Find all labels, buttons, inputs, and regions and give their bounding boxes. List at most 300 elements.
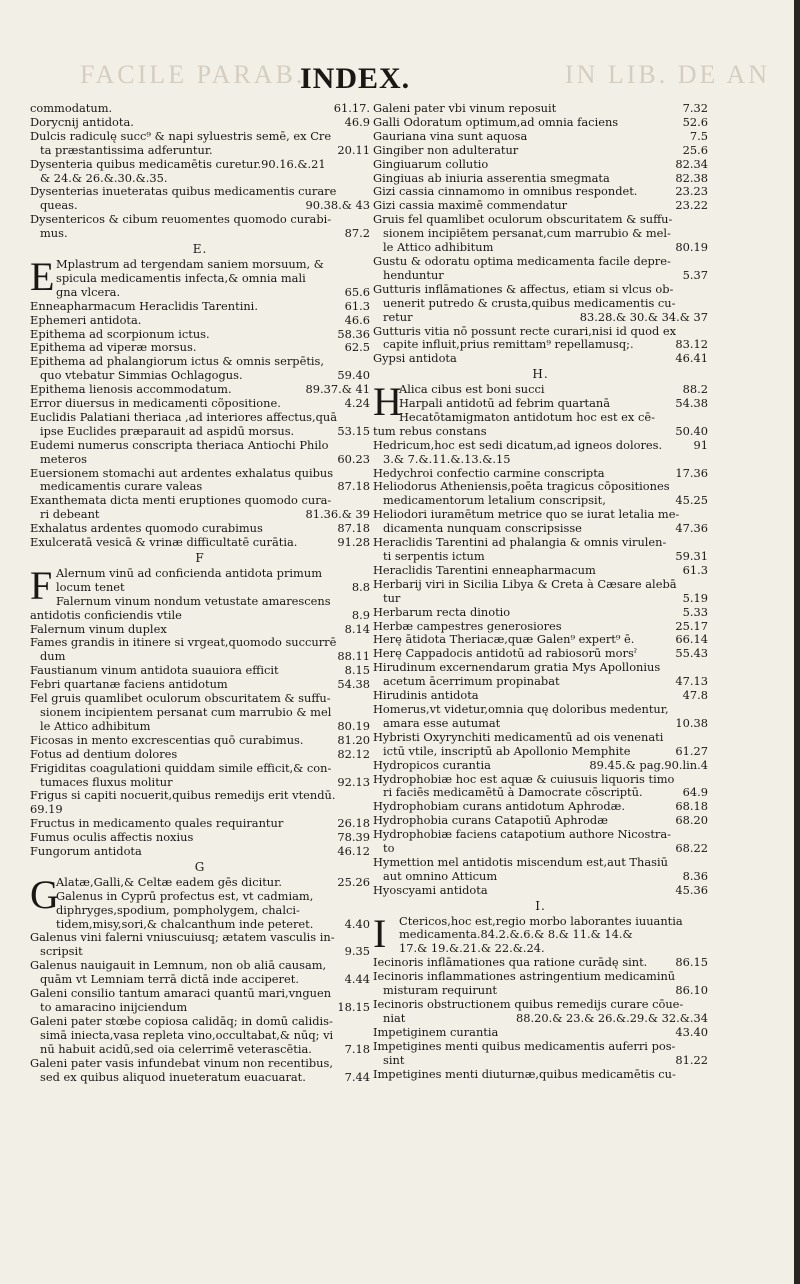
entry-text: Febri quartanæ faciens antidotum: [30, 677, 228, 692]
index-entry: [373, 717, 708, 731]
entry-text: Alatæ,Galli,& Celtæ eadem gēs dicitur.: [56, 874, 282, 889]
entry-reference: 68.18: [675, 799, 708, 814]
entry-reference: 4.40: [344, 916, 370, 931]
entry-reference: 52.6: [682, 114, 708, 129]
index-entry: [30, 1057, 370, 1071]
section-letter: F: [195, 551, 205, 565]
index-entry: [373, 325, 708, 339]
index-entry: [30, 227, 370, 241]
entry-text: sint: [383, 1052, 405, 1067]
index-entry: [373, 283, 708, 297]
entry-text: uenerit putredo & crusta,quibus medicamentis cu-: [383, 295, 676, 310]
entry-reference: 91.28: [337, 535, 370, 550]
index-entry: [30, 706, 370, 720]
entry-reference: 82.12: [337, 746, 370, 761]
entry-text: Galeni consilio tantum amaraci quantū mari,vnguen: [30, 986, 332, 1001]
entry-reference: 8.8: [351, 579, 370, 594]
entry-reference: 7.18: [344, 1041, 370, 1056]
index-entry: [373, 213, 708, 227]
index-entry: [30, 383, 370, 397]
entry-text: Falernum vinum duplex: [30, 621, 167, 636]
index-entry: [30, 803, 370, 817]
entry-text: Hydropicos curantia: [373, 757, 491, 772]
entry-text: 17.& 19.&.21.& 22.&.24.: [399, 941, 545, 956]
index-entry: [373, 453, 708, 467]
entry-reference: 26.18: [337, 816, 370, 831]
entry-text: ta præstantissima adferuntur.: [40, 142, 213, 157]
entry-reference: 4.44: [344, 972, 370, 987]
index-entry: [30, 453, 370, 467]
index-entry: [373, 745, 708, 759]
entry-reference: 53.15: [337, 423, 370, 438]
entry-text: Gizi cassia maximē commendatur: [373, 198, 568, 213]
entry-text: Galeni pater stœbe copiosa calidāq; in domū calidis-: [30, 1013, 333, 1028]
index-entry: [30, 831, 370, 845]
entry-reference: 46.41: [675, 351, 708, 366]
entry-reference: 86.15: [675, 955, 708, 970]
entry-reference: 47.8: [682, 688, 708, 703]
index-entry: [373, 1068, 708, 1082]
index-entry: [373, 158, 708, 172]
section-letter: I.: [535, 898, 546, 913]
index-entry: [30, 480, 370, 494]
entry-text: Hybristi Oxyrynchiti medicamentū ad ois venenati: [373, 729, 664, 744]
entry-text: le Attico adhibitum: [40, 718, 151, 733]
index-entry: [373, 998, 708, 1012]
index-entry: [373, 689, 708, 703]
entry-reference: 87.2: [344, 226, 370, 241]
index-entry: [373, 1054, 708, 1068]
entry-reference: 83.28.& 30.& 34.& 37: [579, 309, 708, 324]
entry-text: ri faciēs medicamētū à Damocrate cōscriptū.: [383, 785, 643, 800]
entry-reference: 61.27: [675, 743, 708, 758]
entry-text: Fructus in medicamento quales requirantur: [30, 816, 284, 831]
index-entry: [373, 411, 708, 425]
entry-text: Epithema lienosis accommodatum.: [30, 382, 232, 397]
entry-text: Faustianum vinum antidota suauiora efficit: [30, 663, 279, 678]
entry-reference: 81.22: [675, 1052, 708, 1067]
entry-reference: 88.2: [682, 382, 708, 397]
entry-text: medicamenta.84.2.&.6.& 8.& 11.& 14.&: [399, 927, 633, 942]
index-entry: [373, 564, 708, 578]
entry-reference: 89.37.& 41: [305, 382, 370, 397]
entry-text: retur: [383, 309, 413, 324]
index-entry: [373, 856, 708, 870]
section-letter: H.: [532, 367, 549, 382]
index-entry: [30, 328, 370, 342]
entry-text: Galenus vini falerni vniuscuiusq; ætatem vasculis in-: [30, 930, 335, 945]
index-entry: [373, 703, 708, 717]
index-entry: [30, 341, 370, 355]
entry-text: Frigus si capiti nocuerit,quibus remedijs erit vtendū.: [30, 788, 336, 803]
drop-capital: I: [373, 910, 387, 956]
index-entry: [373, 536, 708, 550]
index-entry: [373, 480, 708, 494]
entry-text: Gizi cassia cinnamomo in omnibus respondet.: [373, 184, 638, 199]
index-entry: [30, 494, 370, 508]
index-entry: [373, 494, 708, 508]
entry-reference: 68.22: [675, 841, 708, 856]
entry-reference: 25.26: [337, 874, 370, 889]
index-entry: [30, 973, 370, 987]
entry-text: Impetiginem curantia: [373, 1024, 499, 1039]
entry-text: Hydrophobiæ faciens catapotium authore Nicostra-: [373, 827, 672, 842]
entry-text: Hedricum,hoc est sedi dicatum,ad igneos dolores.: [373, 437, 663, 452]
index-entry: [30, 945, 370, 959]
right-index-column: [373, 102, 708, 1081]
index-entry: [373, 439, 708, 453]
entry-text: sionem incipiētem persanat,cum marrubio & mel-: [383, 226, 671, 241]
index-entry: [30, 650, 370, 664]
index-entry: [373, 984, 708, 998]
index-entry: [373, 814, 708, 828]
entry-reference: 92.13: [337, 774, 370, 789]
entry-text: simā iniecta,vasa repleta vino,occultabat,& nūq; vi: [40, 1027, 334, 1042]
index-entry: [30, 1029, 370, 1043]
index-entry: [373, 884, 708, 898]
entry-reference: 54.38: [675, 396, 708, 411]
index-entry: [373, 467, 708, 481]
index-entry: [373, 1012, 708, 1026]
entry-text: Fungorum antidota: [30, 844, 142, 859]
entry-text: Epithema ad scorpionum ictus.: [30, 326, 210, 341]
index-entry: [30, 636, 370, 650]
entry-text: ictū vtile, inscriptū ab Apollonio Memphite: [383, 743, 631, 758]
entry-text: meteros: [40, 451, 88, 466]
index-entry: [373, 269, 708, 283]
entry-text: ipse Euclides præparauit ad aspidū morsus.: [40, 423, 295, 438]
index-entry: [30, 508, 370, 522]
index-entry: [373, 592, 708, 606]
index-entry: [30, 369, 370, 383]
entry-text: gna vlcera.: [56, 284, 121, 299]
index-entry: [30, 272, 370, 286]
index-entry: [30, 609, 370, 623]
entry-reference: 88.20.& 23.& 26.&.29.& 32.&.34: [516, 1010, 708, 1025]
entry-text: tum rebus constans: [373, 423, 487, 438]
index-entry: [30, 581, 370, 595]
index-entry: [30, 199, 370, 213]
index-entry: [373, 606, 708, 620]
index-entry: [30, 213, 370, 227]
entry-reference: 20.11: [337, 142, 370, 157]
index-entry: [30, 623, 370, 637]
entry-reference: 86.10: [675, 983, 708, 998]
index-entry: [373, 1040, 708, 1054]
entry-reference: 23.22: [675, 198, 708, 213]
entry-text: le Attico adhibitum: [383, 240, 494, 255]
entry-reference: 61.3: [344, 298, 370, 313]
entry-reference: 4.24: [344, 396, 370, 411]
entry-reference: 8.9: [351, 607, 370, 622]
entry-reference: 61.17.: [333, 101, 370, 115]
index-entry: [30, 959, 370, 973]
entry-text: Gypsi antidota: [373, 351, 457, 366]
index-entry: [373, 172, 708, 186]
entry-text: Iecinoris inflammationes astringentium medicaminū: [373, 969, 676, 984]
entry-text: Heliodorus Atheniensis,poēta tragicus cōpositiones: [373, 479, 670, 494]
index-entry: [373, 970, 708, 984]
entry-text: Hydrophobiæ hoc est aquæ & cuiusuis liquoris timo: [373, 771, 675, 786]
entry-text: Herę ātidota Theriacæ,quæ Galen⁹ expert⁹ ē.: [373, 632, 635, 647]
entry-text: Impetigines menti diuturnæ,quibus medicamētis cu-: [373, 1066, 676, 1081]
index-entry: [30, 890, 370, 904]
index-entry: [373, 578, 708, 592]
entry-reference: 23.23: [675, 184, 708, 199]
entry-text: Gingiuas ab iniuria asserentia smegmata: [373, 170, 610, 185]
index-entry: [373, 633, 708, 647]
index-entry: [373, 731, 708, 745]
section-letter: E.: [192, 242, 208, 257]
entry-reference: 9.35: [344, 944, 370, 959]
entry-reference: 46.6: [344, 312, 370, 327]
index-entry: [30, 987, 370, 1001]
bleed-through-running-head: [80, 60, 770, 90]
entry-text: Hirudinis antidota: [373, 688, 479, 703]
entry-text: scripsit: [40, 944, 83, 959]
index-entry: [30, 762, 370, 776]
entry-text: Gustu & odoratu optima medicamenta facile depre-: [373, 253, 671, 268]
entry-text: Galeni pater vasis infundebat vinum non recentibus,: [30, 1055, 333, 1070]
entry-text: Frigiditas coagulationi quiddam simile efficit,& con-: [30, 760, 332, 775]
entry-reference: 7.32: [682, 101, 708, 115]
index-entry: [30, 1071, 370, 1085]
drop-capital: E: [30, 253, 55, 299]
entry-reference: 91: [693, 437, 708, 452]
index-entry: [30, 522, 370, 536]
entry-text: dum: [40, 649, 66, 664]
index-entry: [373, 102, 708, 116]
entry-text: tidem,misy,sori,& chalcanthum inde peteret.: [56, 916, 314, 931]
entry-text: Enneapharmacum Heraclidis Tarentini.: [30, 298, 258, 313]
left-index-column: [30, 102, 370, 1084]
entry-text: medicamentorum letalium conscripsit,: [383, 493, 606, 508]
entry-text: Galenus nauigauit in Lemnum, non ob aliā causam,: [30, 958, 327, 973]
entry-text: Gutturis vitia nō possunt recte curari,nisi id quod ex: [373, 323, 677, 338]
index-entry: [373, 199, 708, 213]
entry-reference: 80.19: [675, 240, 708, 255]
entry-reference: 47.13: [675, 674, 708, 689]
index-entry: [373, 130, 708, 144]
entry-reference: 81.36.& 39: [305, 507, 370, 522]
entry-reference: 46.12: [337, 844, 370, 859]
index-entry: [30, 286, 370, 300]
entry-reference: 43.40: [675, 1024, 708, 1039]
entry-reference: 82.38: [675, 170, 708, 185]
index-entry: [373, 522, 708, 536]
entry-reference: 8.36: [682, 868, 708, 883]
entry-text: Dysentericos & cibum reuomentes quomodo curabi-: [30, 212, 332, 227]
index-entry: [373, 397, 708, 411]
index-entry: [30, 1001, 370, 1015]
entry-text: to amaracino inijciendum: [40, 1000, 188, 1014]
entry-text: Exhalatus ardentes quomodo curabimus: [30, 521, 263, 536]
entry-text: sed ex quibus aliquod inueteratum euacuarat.: [40, 1069, 306, 1084]
entry-text: Fumus oculis affectis noxius: [30, 830, 194, 845]
index-entry: [373, 297, 708, 311]
entry-text: Ctericos,hoc est,regio morbo laborantes iuuantia: [399, 913, 683, 928]
entry-text: nū habuit acidū,sed oia celerrimē veterascētia.: [40, 1041, 312, 1056]
entry-reference: 68.20: [675, 813, 708, 828]
entry-text: Hecatōtamigmaton antidotum hoc est ex cē-: [399, 409, 655, 424]
entry-text: Eudemi numerus conscripta theriaca Antiochi Philo: [30, 437, 329, 452]
index-entry: [30, 116, 370, 130]
index-entry: [30, 664, 370, 678]
index-entry: [30, 425, 370, 439]
drop-capital: F: [30, 562, 53, 608]
entry-reference: 45.25: [675, 493, 708, 508]
entry-reference: 25.6: [682, 142, 708, 157]
index-entry: [373, 338, 708, 352]
entry-text: Gingiuarum collutio: [373, 156, 489, 171]
index-entry: [30, 130, 370, 144]
entry-text: Hymettion mel antidotis miscendum est,aut Thasiū: [373, 854, 668, 869]
entry-text: Euclidis Palatiani theriaca ,ad interiores affectus,quā: [30, 409, 338, 424]
entry-reference: 64.9: [682, 785, 708, 800]
index-entry: [30, 355, 370, 369]
entry-reference: 8.14: [344, 621, 370, 636]
entry-text: Dorycnij antidota.: [30, 114, 134, 129]
entry-text: Galeni pater vbi vinum reposuit: [373, 101, 557, 115]
entry-text: to: [383, 841, 395, 856]
entry-text: Gruis fel quamlibet oculorum obscuritatem & suffu-: [373, 212, 673, 227]
index-entry: [30, 185, 370, 199]
entry-text: Hydrophobiam curans antidotum Aphrodæ.: [373, 799, 625, 814]
entry-text: Herbarij viri in Sicilia Libya & Creta à Cæsare alebā: [373, 576, 677, 591]
entry-text: antidotis conficiendis vtile: [30, 607, 182, 622]
index-entry: [373, 942, 708, 956]
entry-text: queas.: [40, 198, 78, 213]
index-entry: [373, 352, 708, 366]
entry-text: acetum ācerrimum propinabat: [383, 674, 560, 689]
drop-capital: G: [30, 871, 59, 917]
index-entry: [30, 397, 370, 411]
entry-reference: 65.6: [344, 284, 370, 299]
entry-text: Exanthemata dicta menti eruptiones quomodo cura-: [30, 493, 332, 508]
entry-text: Homerus,vt videtur,omnia quę doloribus medentur,: [373, 701, 669, 716]
entry-text: Dulcis radiculę succ⁹ & napi syluestris semē, ex Cre: [30, 128, 332, 143]
entry-text: commodatum.: [30, 101, 113, 115]
index-entry: [30, 411, 370, 425]
entry-text: Hydrophobia curans Catapotiū Aphrodæ: [373, 813, 608, 828]
entry-text: diphryges,spodium, pompholygem, chalci-: [56, 902, 300, 917]
index-entry: [373, 425, 708, 439]
entry-reference: 5.19: [682, 590, 708, 605]
index-entry: [30, 172, 370, 186]
entry-reference: 10.38: [675, 715, 708, 730]
index-entry: [30, 595, 370, 609]
bleed-left: FACILE PARAB.: [80, 60, 306, 89]
entry-reference: 55.43: [675, 646, 708, 661]
entry-reference: 82.34: [675, 156, 708, 171]
index-entry: [30, 300, 370, 314]
entry-reference: 25.17: [675, 618, 708, 633]
entry-reference: 62.5: [344, 340, 370, 355]
entry-reference: 88.11: [337, 649, 370, 664]
index-entry: [30, 1043, 370, 1057]
index-entry: [373, 773, 708, 787]
entry-reference: 60.23: [337, 451, 370, 466]
index-entry: [30, 467, 370, 481]
entry-reference: 7.5: [689, 128, 708, 143]
index-entry: [30, 439, 370, 453]
entry-text: dicamenta nunquam conscripsisse: [383, 521, 582, 536]
entry-text: Alernum vinū ad conficienda antidota primum: [56, 565, 323, 580]
entry-text: ti serpentis ictum: [383, 549, 485, 563]
entry-reference: 61.3: [682, 562, 708, 577]
entry-text: Galli Odoratum optimum,ad omnia faciens: [373, 114, 619, 129]
entry-reference: 66.14: [675, 632, 708, 647]
entry-text: Gutturis inflāmationes & affectus, etiam si vlcus ob-: [373, 281, 674, 296]
index-entry: [373, 311, 708, 325]
entry-text: aut omnino Atticum: [383, 868, 498, 883]
entry-text: Falernum vinum nondum vetustate amarescens: [56, 593, 331, 608]
entry-reference: 58.36: [337, 326, 370, 341]
entry-text: Heliodori iuramētum metrice quo se iurat letalia me-: [373, 507, 680, 522]
entry-text: Fel gruis quamlibet oculorum obscuritatem & suffu-: [30, 691, 331, 706]
entry-text: 69.19: [30, 802, 63, 817]
index-entry: [373, 675, 708, 689]
entry-text: Fotus ad dentium dolores: [30, 746, 178, 761]
entry-reference: 47.36: [675, 521, 708, 536]
entry-text: Hirudinum excernendarum gratia Mys Apollonius: [373, 660, 661, 675]
entry-text: Epithema ad phalangiorum ictus & omnis serpētis,: [30, 354, 325, 369]
entry-text: henduntur: [383, 267, 444, 282]
index-entry: [30, 314, 370, 328]
entry-text: tur: [383, 590, 401, 605]
entry-text: Hyoscyami antidota: [373, 882, 488, 897]
entry-reference: 7.44: [344, 1069, 370, 1084]
entry-reference: 59.31: [675, 549, 708, 563]
entry-text: Gingiber non adulteratur: [373, 142, 519, 157]
section-letter: G: [194, 859, 206, 874]
entry-reference: 5.37: [682, 267, 708, 282]
entry-reference: 50.40: [675, 423, 708, 438]
entry-reference: 59.40: [337, 368, 370, 383]
index-entry: [30, 776, 370, 790]
entry-text: Ficosas in mento excrescentias quō curabimus.: [30, 732, 304, 747]
entry-text: Alica cibus est boni succi: [399, 382, 545, 397]
entry-text: Herbarum recta dinotio: [373, 604, 511, 619]
entry-text: quo vtebatur Simmias Ochlagogus.: [40, 368, 243, 383]
entry-text: & 24.& 26.&.30.&.35.: [40, 170, 168, 185]
entry-text: Herę Cappadocis antidotū ad rabiosorū morsˀ: [373, 646, 638, 661]
index-entry: [30, 692, 370, 706]
entry-text: Heraclidis Tarentini ad phalangia & omnis virulen-: [373, 535, 667, 550]
index-entry: [373, 620, 708, 634]
entry-text: niat: [383, 1010, 406, 1025]
index-entry: [30, 1015, 370, 1029]
bleed-right: IN LIB. DE AN: [564, 60, 770, 89]
entry-text: Epithema ad viperæ morsus.: [30, 340, 197, 355]
entry-text: Herbæ campestres generosiores: [373, 618, 562, 633]
index-entry: [30, 158, 370, 172]
index-entry: [373, 800, 708, 814]
entry-text: Fames grandis in itinere si vrgeat,quomodo succurrē: [30, 635, 337, 650]
index-entry: [30, 845, 370, 859]
entry-reference: 90.38.& 43: [305, 198, 370, 213]
index-entry: [30, 720, 370, 734]
page-edge: [794, 0, 800, 1284]
index-entry: [373, 116, 708, 130]
index-entry: [373, 647, 708, 661]
index-entry: [373, 550, 708, 564]
entry-reference: 54.38: [337, 677, 370, 692]
entry-text: Iecinoris inflāmationes qua ratione curādę sint.: [373, 955, 648, 970]
index-entry: [373, 144, 708, 158]
index-entry: [30, 918, 370, 932]
entry-text: Heraclidis Tarentini enneapharmacum: [373, 562, 596, 577]
